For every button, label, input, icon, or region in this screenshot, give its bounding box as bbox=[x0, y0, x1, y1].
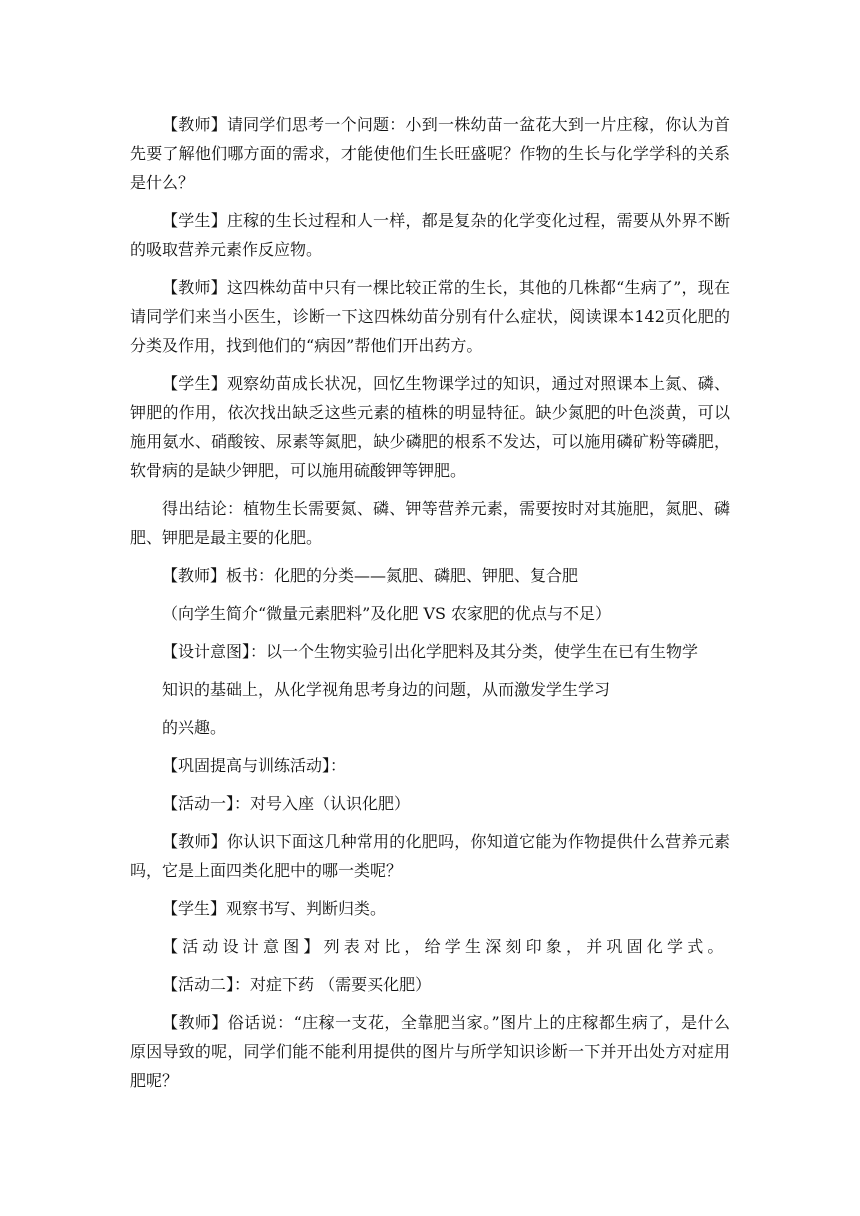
conclusion-paragraph: 得出结论：植物生长需要氮、磷、钾等营养元素，需要按时对其施肥，氮肥、磷肥、钾肥是最主要的化肥。 bbox=[130, 499, 730, 547]
activity-design-intent: 【活动设计意图】列表对比，给学生深刻印象，并巩固化学式。 bbox=[162, 937, 728, 956]
activity-one-heading: 【活动一】：对号入座（认识化肥） bbox=[162, 794, 411, 813]
teacher-seedlings-paragraph: 【教师】这四株幼苗中只有一棵比较正常的生长，其他的几株都“生病了”，现在请同学们来当小医生，诊断一下这四株幼苗分别有什么症状，阅读课本142页化肥的分类及作用，找到他们的“病因”帮他们开出药方。 bbox=[130, 278, 730, 355]
teacher-question-paragraph: 【教师】请同学们思考一个问题：小到一株幼苗一盆花大到一片庄稼，你认为首先要了解他们哪方面的需求，才能使他们生长旺盛呢？作物的生长与化学学科的关系是什么？ bbox=[130, 115, 730, 192]
design-intent-continuation-2: 的兴趣。 bbox=[162, 718, 227, 737]
student-observation-paragraph: 【学生】观察幼苗成长状况，回忆生物课学过的知识，通过对照课本上氮、磷、钾肥的作用，依次找出缺乏这些元素的植株的明显特征。缺少氮肥的叶色淡黄，可以施用氨水、硝酸铵、尿素等氮肥，缺少磷肥的根系不发达，可以施用磷矿粉等磷肥，软骨病的是缺少钾肥，可以施用硫酸钾等钾肥。 bbox=[130, 374, 730, 480]
document-body bbox=[130, 110, 730, 1104]
activity-two-heading: 【活动二】：对症下药 （需要买化肥） bbox=[162, 975, 432, 994]
teacher-proverb-paragraph: 【教师】俗话说：“庄稼一支花，全靠肥当家。”图片上的庄稼都生病了，是什么原因导致的呢，同学们能不能利用提供的图片与所学知识诊断一下并开出处方对症用肥呢？ bbox=[130, 1013, 730, 1090]
teacher-fertilizer-question: 【教师】你认识下面这几种常用的化肥吗，你知道它能为作物提供什么营养元素吗，它是上面四类化肥中的哪一类呢？ bbox=[130, 832, 730, 880]
design-intent-paragraph: 【设计意图】：以一个生物实验引出化学肥料及其分类，使学生在已有生物学 bbox=[162, 642, 699, 661]
student-answer-paragraph: 【学生】庄稼的生长过程和人一样，都是复杂的化学变化过程，需要从外界不断的吸取营养元素作反应物。 bbox=[130, 211, 730, 259]
student-classify-paragraph: 【学生】观察书写、判断归类。 bbox=[162, 899, 387, 918]
board-writing-paragraph: 【教师】板书：化肥的分类——氮肥、磷肥、钾肥、复合肥 bbox=[162, 566, 579, 585]
fertilizer-intro-paragraph: （向学生简介“微量元素肥料”及化肥 VS 农家肥的优点与不足） bbox=[162, 604, 612, 623]
consolidation-heading: 【巩固提高与训练活动】： bbox=[162, 756, 347, 775]
design-intent-continuation-1: 知识的基础上，从化学视角思考身边的问题，从而激发学生学习 bbox=[162, 680, 611, 699]
